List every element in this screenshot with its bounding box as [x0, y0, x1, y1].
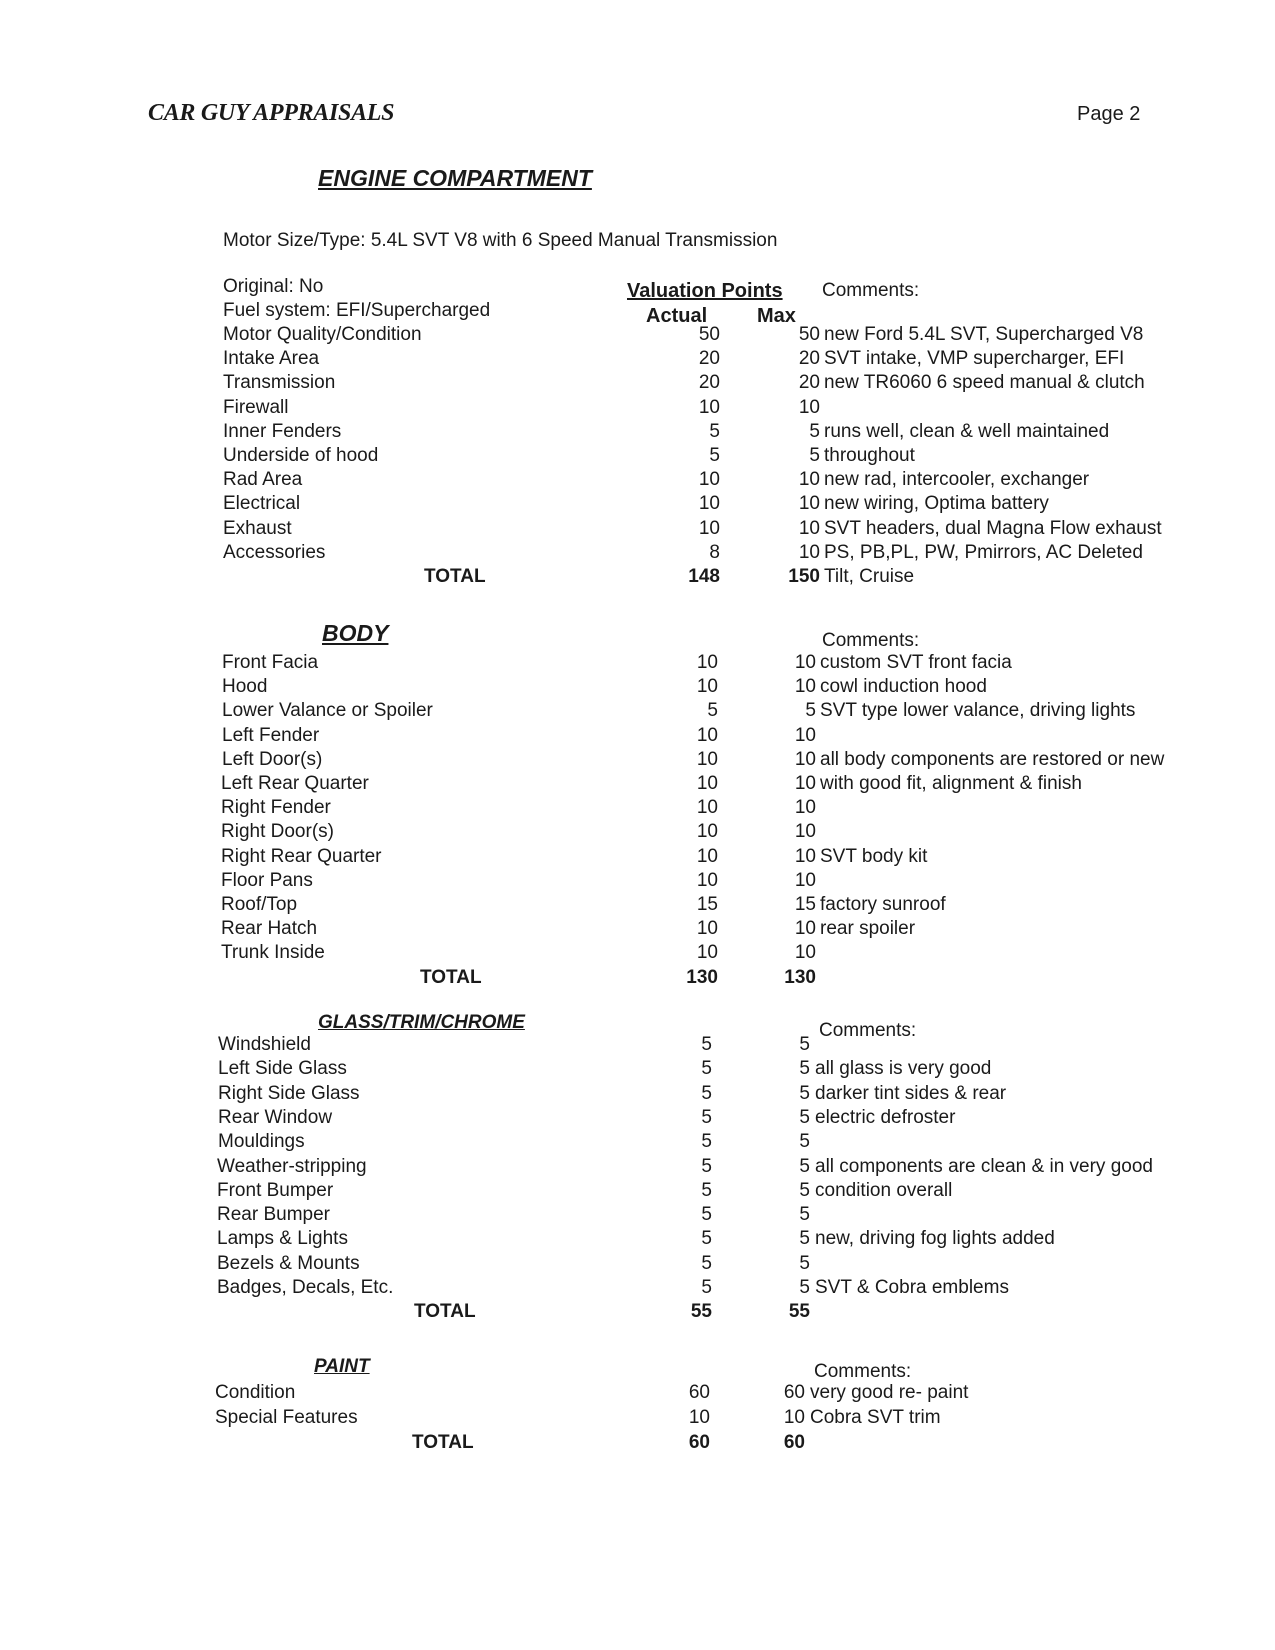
total-max: 150 [788, 566, 820, 587]
item-label: Underside of hood [223, 445, 379, 466]
actual-points: 5 [701, 1228, 712, 1250]
item-label: Hood [222, 676, 268, 698]
actual-points: 10 [698, 469, 720, 491]
item-comment: new Ford 5.4L SVT, Supercharged V8 [824, 324, 1144, 345]
item-comment: rear spoiler [820, 918, 916, 940]
engine-row [0, 397, 1275, 421]
max-points: 10 [798, 541, 820, 563]
max-points: 5 [799, 1252, 810, 1274]
glass-row [0, 1034, 1275, 1058]
total-actual: 60 [688, 1432, 710, 1453]
total-label: TOTAL [414, 1301, 476, 1323]
max-points: 10 [798, 396, 820, 418]
motor-type: Motor Size/Type: 5.4L SVT V8 with 6 Speed Manual Transmission [223, 230, 778, 251]
max-points: 15 [794, 894, 816, 915]
item-label: Left Door(s) [222, 748, 323, 770]
engine-total-row [0, 566, 1275, 590]
actual-points: 8 [709, 541, 720, 563]
body-row [0, 894, 1275, 918]
item-comment: condition overall [815, 1179, 953, 1201]
item-label: Intake Area [223, 348, 320, 370]
glass-comments-label: Comments: [819, 1020, 917, 1041]
item-comment: PS, PB,PL, PW, Pmirrors, AC Deleted [824, 541, 1143, 563]
max-points: 10 [794, 942, 816, 964]
actual-points: 10 [688, 1407, 710, 1428]
max-points: 5 [799, 1082, 810, 1104]
actual-points: 10 [696, 676, 718, 698]
item-label: Inner Fenders [223, 420, 342, 442]
max-points: 10 [794, 652, 816, 673]
item-label: Bezels & Mounts [217, 1252, 360, 1274]
item-label: Badges, Decals, Etc. [217, 1277, 394, 1298]
body-row [0, 918, 1275, 942]
body-comments-label: Comments: [822, 630, 920, 651]
glass-row [0, 1253, 1275, 1277]
body-row [0, 797, 1275, 821]
item-label: Trunk Inside [221, 942, 325, 964]
glass-row [0, 1228, 1275, 1252]
body-row [0, 676, 1275, 700]
item-comment: Cobra SVT trim [810, 1407, 941, 1428]
actual-points: 10 [698, 517, 720, 539]
total-max: 60 [783, 1432, 805, 1453]
actual-points: 10 [698, 396, 720, 418]
item-label: Electrical [223, 493, 301, 515]
item-label: Right Side Glass [218, 1082, 360, 1104]
body-row [0, 821, 1275, 845]
item-comment: darker tint sides & rear [815, 1082, 1007, 1104]
section-title-paint: PAINT [314, 1356, 370, 1377]
body-row [0, 942, 1275, 966]
max-points: 10 [794, 918, 816, 940]
actual-points: 10 [696, 724, 718, 746]
max-points: 10 [794, 748, 816, 770]
item-label: Left Side Glass [218, 1058, 347, 1080]
actual-points: 10 [696, 821, 718, 843]
info-text: Fuel system: EFI/Supercharged [223, 300, 491, 321]
item-label: Right Rear Quarter [221, 845, 382, 867]
actual-points: 5 [701, 1155, 712, 1177]
actual-points: 10 [698, 493, 720, 515]
actual-points: 10 [696, 652, 718, 673]
engine-row [0, 542, 1275, 566]
body-row [0, 870, 1275, 894]
max-points: 10 [794, 773, 816, 794]
max-points: 5 [799, 1228, 810, 1250]
engine-row [0, 324, 1275, 348]
item-label: Right Fender [221, 797, 331, 819]
glass-row [0, 1083, 1275, 1107]
max-points: 10 [798, 469, 820, 491]
total-actual: 55 [690, 1301, 712, 1323]
actual-points: 5 [707, 700, 718, 722]
max-points: 50 [798, 324, 820, 345]
total-actual: 148 [688, 566, 720, 587]
item-comment: all glass is very good [815, 1058, 992, 1080]
item-label: Special Features [215, 1407, 358, 1428]
actual-points: 10 [696, 942, 718, 964]
item-comment: SVT type lower valance, driving lights [820, 700, 1136, 722]
item-comment: SVT headers, dual Magna Flow exhaust [824, 517, 1162, 539]
max-points: 20 [798, 372, 820, 394]
item-label: Left Fender [222, 724, 320, 746]
info-text: Original: No [223, 276, 324, 297]
total-label: TOTAL [412, 1432, 474, 1453]
max-points: 5 [799, 1034, 810, 1055]
max-points: 10 [794, 676, 816, 698]
item-label: Left Rear Quarter [221, 773, 369, 794]
body-row [0, 749, 1275, 773]
glass-total-row [0, 1301, 1275, 1325]
item-comment: new, driving fog lights added [815, 1228, 1055, 1250]
glass-row [0, 1107, 1275, 1131]
actual-points: 5 [709, 445, 720, 466]
max-points: 10 [794, 724, 816, 746]
max-points: 10 [798, 517, 820, 539]
actual-points: 5 [701, 1179, 712, 1201]
valuation-points-header: Valuation Points [627, 280, 783, 302]
item-comment: SVT & Cobra emblems [815, 1277, 1009, 1298]
item-comment: factory sunroof [820, 894, 946, 915]
item-label: Right Door(s) [221, 821, 334, 843]
actual-points: 15 [696, 894, 718, 915]
item-label: Rear Hatch [221, 918, 318, 940]
actual-points: 10 [696, 845, 718, 867]
item-comment: very good re- paint [810, 1382, 969, 1403]
actual-points: 10 [696, 869, 718, 891]
item-label: Lower Valance or Spoiler [222, 700, 433, 722]
max-points: 5 [799, 1058, 810, 1080]
item-comment: cowl induction hood [820, 676, 987, 698]
actual-points: 5 [701, 1058, 712, 1080]
company-name: CAR GUY APPRAISALS [148, 100, 395, 126]
max-points: 5 [799, 1155, 810, 1177]
item-comment: all components are clean & in very good [815, 1155, 1153, 1177]
max-points: 5 [805, 700, 816, 722]
item-label: Rad Area [223, 469, 303, 491]
body-total-row [0, 967, 1275, 991]
max-points: 60 [783, 1382, 805, 1403]
max-points: 5 [799, 1277, 810, 1298]
item-label: Floor Pans [221, 869, 313, 891]
engine-row [0, 348, 1275, 372]
max-points: 20 [798, 348, 820, 370]
item-comment: new TR6060 6 speed manual & clutch [824, 372, 1145, 394]
paint-total-row [0, 1432, 1275, 1456]
actual-points: 20 [698, 372, 720, 394]
max-points: 5 [799, 1179, 810, 1201]
engine-comments-label: Comments: [822, 280, 920, 301]
actual-column-header: Actual [646, 305, 708, 327]
item-label: Weather-stripping [217, 1155, 367, 1177]
engine-row [0, 493, 1275, 517]
item-comment: new rad, intercooler, exchanger [824, 469, 1090, 491]
engine-row [0, 445, 1275, 469]
actual-points: 60 [688, 1382, 710, 1403]
glass-row [0, 1180, 1275, 1204]
actual-points: 10 [696, 773, 718, 794]
total-actual: 130 [686, 966, 718, 988]
item-comment: runs well, clean & well maintained [824, 420, 1110, 442]
actual-points: 5 [701, 1034, 712, 1055]
actual-points: 5 [701, 1252, 712, 1274]
item-comment: all body components are restored or new [820, 748, 1165, 770]
section-title-glass: GLASS/TRIM/CHROME [318, 1012, 525, 1033]
item-comment: custom SVT front facia [820, 652, 1012, 673]
max-points: 10 [794, 845, 816, 867]
actual-points: 5 [701, 1204, 712, 1226]
total-max: 130 [784, 966, 816, 988]
max-points: 5 [809, 420, 820, 442]
item-label: Rear Bumper [217, 1204, 330, 1226]
engine-row [0, 372, 1275, 396]
body-row [0, 700, 1275, 724]
item-comment: with good fit, alignment & finish [820, 773, 1082, 794]
actual-points: 50 [698, 324, 720, 345]
glass-row [0, 1131, 1275, 1155]
glass-row [0, 1204, 1275, 1228]
paint-row [0, 1382, 1275, 1406]
actual-points: 5 [701, 1106, 712, 1128]
engine-row [0, 421, 1275, 445]
item-label: Rear Window [218, 1106, 333, 1128]
glass-row [0, 1156, 1275, 1180]
max-points: 10 [794, 797, 816, 819]
item-comment: SVT body kit [820, 845, 928, 867]
item-label: Roof/Top [221, 894, 298, 915]
total-comment: Tilt, Cruise [824, 566, 915, 587]
section-title-engine: ENGINE COMPARTMENT [318, 165, 592, 191]
actual-points: 5 [701, 1277, 712, 1298]
glass-row [0, 1058, 1275, 1082]
max-points: 10 [794, 869, 816, 891]
actual-points: 10 [696, 918, 718, 940]
engine-row [0, 469, 1275, 493]
max-points: 10 [783, 1407, 805, 1428]
max-points: 5 [809, 445, 820, 466]
item-label: Transmission [223, 372, 336, 394]
body-row [0, 773, 1275, 797]
engine-row [0, 518, 1275, 542]
item-label: Lamps & Lights [217, 1228, 348, 1250]
max-points: 5 [799, 1106, 810, 1128]
item-label: Exhaust [223, 517, 292, 539]
engine-info-line [0, 300, 1275, 324]
section-title-body: BODY [322, 620, 389, 646]
body-row [0, 652, 1275, 676]
max-points: 10 [798, 493, 820, 515]
body-row [0, 725, 1275, 749]
item-label: Firewall [223, 396, 289, 418]
item-comment: electric defroster [815, 1106, 956, 1128]
item-label: Front Facia [222, 652, 319, 673]
item-label: Windshield [218, 1034, 311, 1055]
item-label: Front Bumper [217, 1179, 334, 1201]
max-column-header: Max [757, 305, 796, 327]
item-comment: throughout [824, 445, 915, 466]
max-points: 5 [799, 1204, 810, 1226]
actual-points: 10 [696, 797, 718, 819]
actual-points: 5 [701, 1082, 712, 1104]
actual-points: 20 [698, 348, 720, 370]
actual-points: 10 [696, 748, 718, 770]
total-label: TOTAL [420, 966, 482, 988]
page-number: Page 2 [1077, 103, 1141, 125]
glass-row [0, 1277, 1275, 1301]
item-label: Condition [215, 1382, 296, 1403]
item-comment: new wiring, Optima battery [824, 493, 1049, 515]
actual-points: 5 [701, 1131, 712, 1153]
actual-points: 5 [709, 420, 720, 442]
total-max: 55 [788, 1301, 810, 1323]
total-label: TOTAL [424, 566, 486, 587]
max-points: 5 [799, 1131, 810, 1153]
item-label: Accessories [223, 541, 326, 563]
paint-comments-label: Comments: [814, 1361, 912, 1382]
max-points: 10 [794, 821, 816, 843]
body-row [0, 846, 1275, 870]
item-label: Motor Quality/Condition [223, 324, 422, 345]
engine-info-line [0, 276, 1275, 300]
item-label: Mouldings [218, 1131, 305, 1153]
item-comment: SVT intake, VMP supercharger, EFI [824, 348, 1125, 370]
paint-row [0, 1407, 1275, 1431]
